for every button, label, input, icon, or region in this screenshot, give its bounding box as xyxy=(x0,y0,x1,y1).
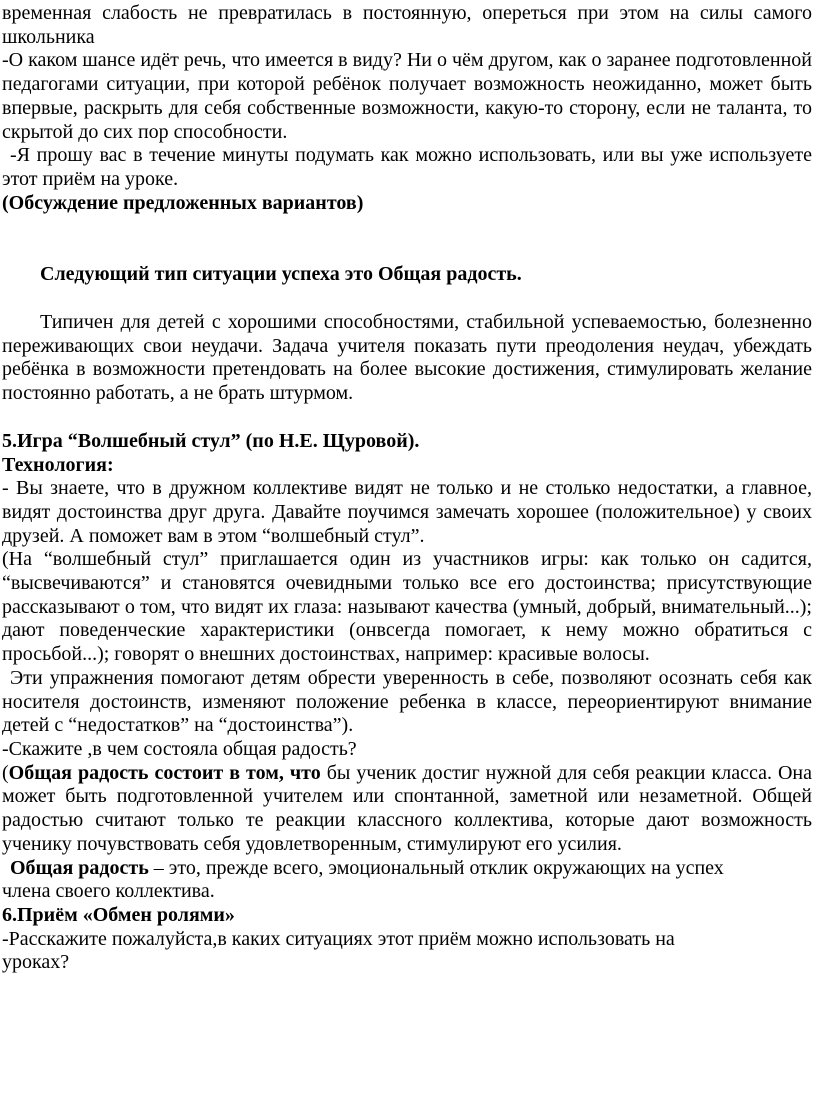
paragraph-final-question: -Расскажите пожалуйста,в каких ситуациях этот приём можно использовать на уроках? xyxy=(2,927,675,974)
paragraph-joy-definition xyxy=(2,762,812,857)
paragraph-minute-request: -Я прошу вас в течение минуты подумать как можно использовать, или вы уже используете этот приём на уроке. xyxy=(2,144,812,190)
paragraph-joy-response xyxy=(2,857,812,904)
section-heading-common-joy: Следующий тип ситуации успеха это Общая радость. xyxy=(40,263,522,286)
paragraph-chance-question: -О каком шансе идёт речь, что имеется в виду? Ни о чём другом, как о заранее подготовленной педагогами ситуации, при которой ребёнок получает возможность неожиданно, может быть впервые, раскрыть для себя собственные возможности, какую-то сторону, если не таланта, то скрытой до сих пор способности. xyxy=(2,49,812,143)
paragraph-you-know: - Вы знаете, что в дружном коллективе видят не только и не столько недостатки, а главное, видят достоинства друг друга. Давайте поучимся замечать хорошее (положительное) у своих друзей. А поможет вам в этом “волшебный стул”. xyxy=(2,477,812,547)
paragraph-intro: временная слабость не превратилась в постоянную, опереться при этом на силы самого школьника xyxy=(2,2,812,48)
bold-phrase: Общая радость состоит в том, что xyxy=(8,761,321,784)
spacer xyxy=(2,215,812,263)
section-heading-magic-chair: 5.Игра “Волшебный стул” (по Н.Е. Щуровой). xyxy=(2,429,420,452)
spacer xyxy=(2,287,812,311)
bold-phrase: Общая радость xyxy=(10,856,149,879)
paragraph-text: бы ученик достиг нужной для себя реакции класса. Она может быть подготовленной учителем или спонтанной, заметной или незаметной. Общей радостью считают только те реакции классного коллектива, которые дают возможность ученику почувствовать себя удовлетворенным, стимулируют его усилия. xyxy=(2,761,813,855)
paragraph-exercises: Эти упражнения помогают детям обрести уверенность в себе, позволяют осознать себя как носителя достоинств, изменяют положение ребенка в классе, переориентируют внимание детей с “недостатков” на “достоинства”). xyxy=(2,666,812,737)
paragraph-typical: Типичен для детей с хорошими способностями, стабильной успеваемостью, болезненно переживающих свои неудачи. Задача учителя показать пути преодоления неудач, убеждать ребёнка в возможности претендовать на более высокие достижения, стимулировать желание постоянно работать, а не брать штурмом. xyxy=(2,311,812,405)
paren-open: ( xyxy=(2,761,9,784)
paragraph-discussion: (Обсуждение предложенных вариантов) xyxy=(2,191,364,214)
paragraph-game-rules: (На “волшебный стул” приглашается один из участников игры: как только он садится, “высвечиваются” и становятся очевидными только все его достоинства; присутствующие рассказывают о том, что видят их глаза: называют качества (умный, добрый, внимательный...); дают поведенческие характеристики (онвсегда помогает, к нему можно обратиться с просьбой...); говорят о внешних достоинствах, например: красивые волосы. xyxy=(2,548,812,666)
spacer xyxy=(2,406,812,430)
subheading-technology: Технология: xyxy=(2,453,114,476)
paragraph-text: – это, прежде всего, эмоциональный отклик окружающих на успех члена своего коллектива. xyxy=(2,856,724,903)
paragraph-question-joy: -Скажите ,в чем состояла общая радость? xyxy=(2,737,357,760)
section-heading-role-swap: 6.Приём «Обмен ролями» xyxy=(2,903,235,926)
